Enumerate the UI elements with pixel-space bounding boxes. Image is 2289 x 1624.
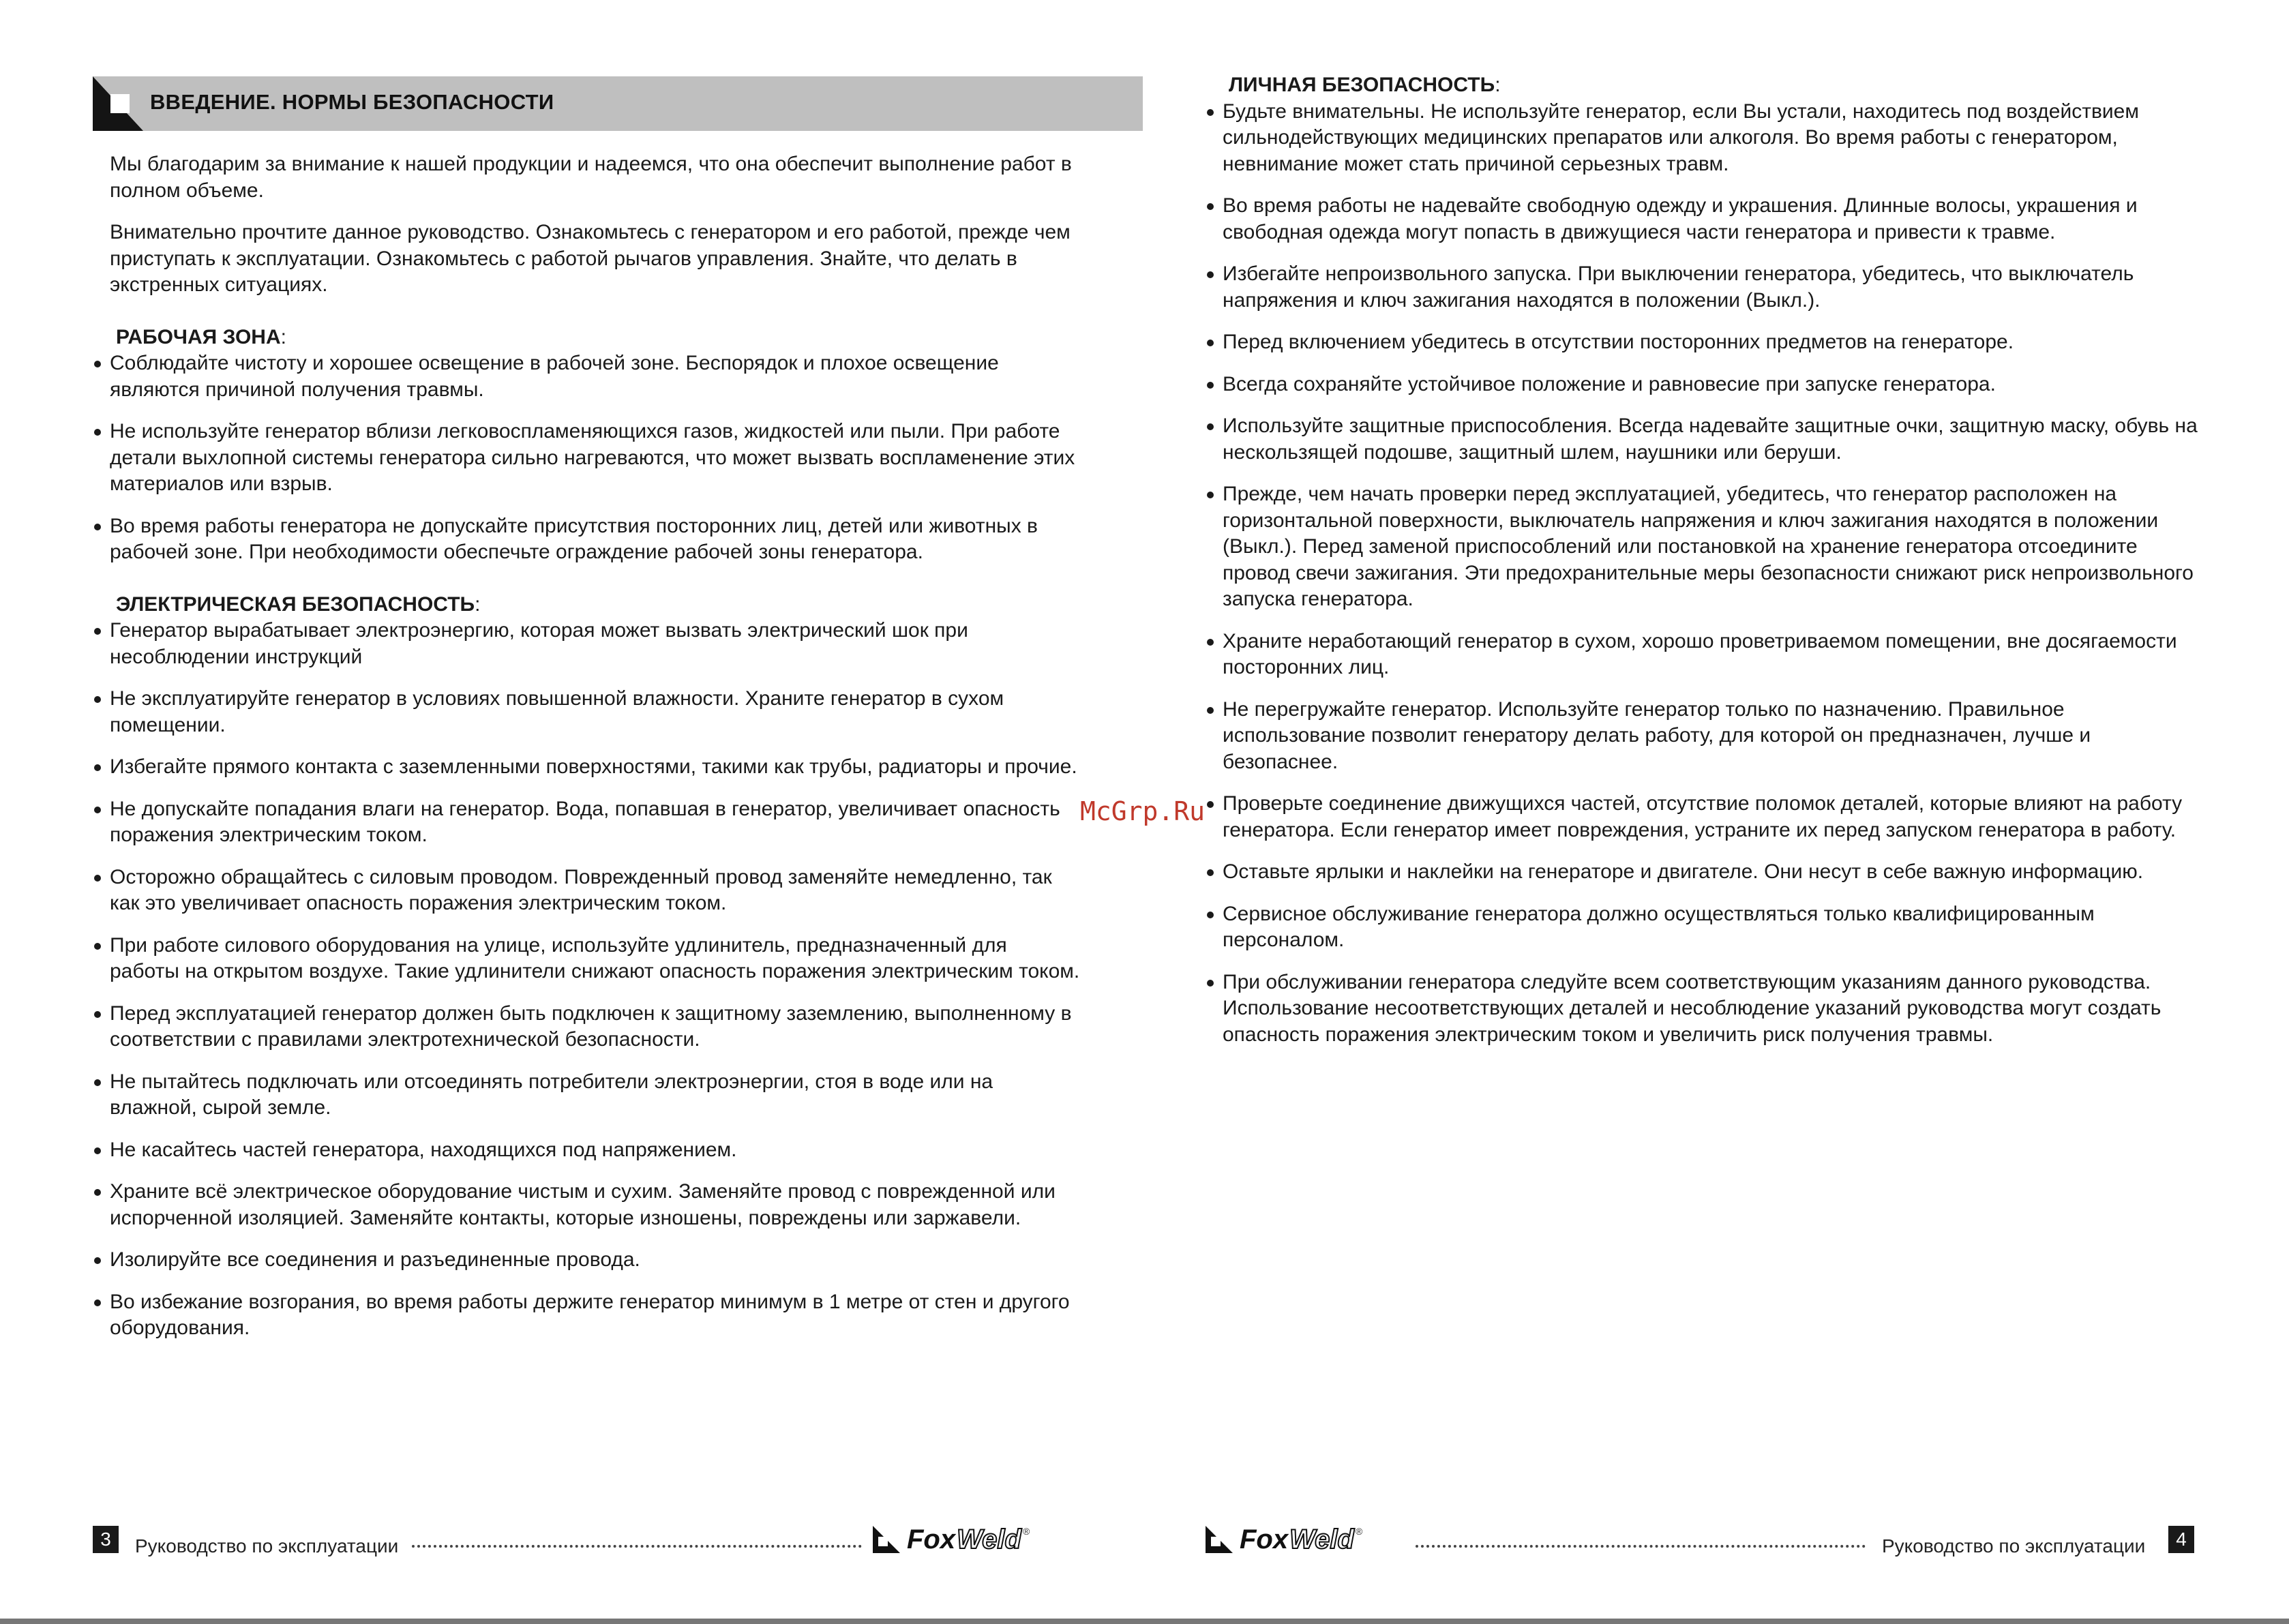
list-item: Не пытайтесь подключать или отсоединять потребители электроэнергии, стоя в воде или на влажной, сырой земле. xyxy=(93,1069,1081,1122)
list-item: Не перегружайте генератор. Используйте генератор только по назначению. Правильное использование позволит генератору делать работу, для которой он предназначен, лучше и безопаснее. xyxy=(1206,697,2201,776)
foxweld-logo-right xyxy=(1206,1524,1362,1554)
logo-fox-text: Fox xyxy=(907,1524,956,1554)
list-item: Не допускайте попадания влаги на генератор. Вода, попавшая в генератор, увеличивает опасность поражения электрическим током. xyxy=(93,796,1081,849)
list-item: Храните неработающий генератор в сухом, хорошо проветриваемом помещении, вне досягаемости посторонних лиц. xyxy=(1206,629,2201,681)
list-item: Осторожно обращайтесь с силовым проводом. Поврежденный провод заменяйте немедленно, так как это увеличивает опасность поражения электрическим током. xyxy=(93,864,1081,917)
list-item: Избегайте непроизвольного запуска. При выключении генератора, убедитесь, что выключатель напряжения и ключ зажигания находятся в положении (Выкл.). xyxy=(1206,261,2201,314)
list-item: Оставьте ярлыки и наклейки на генераторе и двигателе. Они несут в себе важную информацию. xyxy=(1206,859,2201,886)
intro-paragraph: Внимательно прочтите данное руководство. Ознакомьтесь с генератором и его работой, прежде чем приступать к эксплуатации. Ознакомьтесь с работой рычагов управления. Знайте, что делать в экстренных ситуациях. xyxy=(110,221,1071,296)
list-item: Используйте защитные приспособления. Всегда надевайте защитные очки, защитную маску, обувь на нескользящей подошве, защитный шлем, наушники или беруши. xyxy=(1206,413,2201,466)
watermark: McGrp.Ru xyxy=(1080,796,1206,826)
list-item: Перед включением убедитесь в отсутствии посторонних предметов на генераторе. xyxy=(1206,329,2201,356)
page-title: ВВЕДЕНИЕ. НОРМЫ БЕЗОПАСНОСТИ xyxy=(150,90,554,114)
logo-weld-text: Weld xyxy=(1289,1524,1354,1554)
list-item: Не касайтесь частей генератора, находящихся под напряжением. xyxy=(93,1137,1081,1164)
personal-list xyxy=(1206,99,2201,1049)
footer-manual-label-left: Руководство по эксплуатации xyxy=(135,1535,399,1557)
list-item: Будьте внимательны. Не используйте генератор, если Вы устали, находитесь под воздействием сильнодействующих медицинских препаратов или алкоголя. Во время работы с генератором, невнимание может стать причиной серьезных травм. xyxy=(1206,99,2201,178)
list-item: Генератор вырабатывает электроэнергию, которая может вызвать электрический шок при несоблюдении инструкций xyxy=(93,618,1081,670)
registered-mark: ® xyxy=(1355,1526,1363,1537)
list-item: Прежде, чем начать проверки перед эксплуатацией, убедитесь, что генератор расположен на горизонтальной поверхности, выключатель напряжения и ключ зажигания находятся в положении (Выкл.). Перед заменой приспособлений или постановкой на хранение генератора отсоедините провод свечи зажигания. Эти предохранительные меры безопасности снижают риск непроизвольного запуска генератора. xyxy=(1206,481,2201,613)
footer-dot-leader-left xyxy=(412,1542,862,1548)
footer-dot-leader-right xyxy=(1416,1542,1866,1548)
list-item: Во время работы не надевайте свободную одежду и украшения. Длинные волосы, украшения и свободная одежда могут попасть в движущиеся части генератора и привести к травме. xyxy=(1206,193,2201,245)
header-corner-square xyxy=(110,94,130,113)
list-item: Храните всё электрическое оборудование чистым и сухим. Заменяйте провод с поврежденной или испорченной изоляцией. Заменяйте контакты, которые изношены, повреждены или заржавели. xyxy=(93,1179,1081,1231)
logo-weld-text: Weld xyxy=(957,1524,1021,1554)
list-item: Не используйте генератор вблизи легковоспламеняющихся газов, жидкостей или пыли. При работе детали выхлопной системы генератора сильно нагреваются, что может вызвать воспламенение этих материалов или взрыв. xyxy=(93,419,1081,498)
list-item: Изолируйте все соединения и разъединенные провода. xyxy=(93,1247,1081,1274)
foxweld-logo-icon xyxy=(1206,1526,1233,1553)
list-item: Избегайте прямого контакта с заземленными поверхностями, такими как трубы, радиаторы и прочие. xyxy=(93,754,1081,781)
left-column xyxy=(93,151,1081,1357)
section-title-electrical: ЭЛЕКТРИЧЕСКАЯ БЕЗОПАСНОСТЬ: xyxy=(116,592,481,616)
bottom-edge-bar xyxy=(0,1619,2289,1624)
list-item: Перед эксплуатацией генератор должен быть подключен к защитному заземлению, выполненному в соответствии с правилами электротехнической безопасности. xyxy=(93,1001,1081,1053)
list-item: Не эксплуатируйте генератор в условиях повышенной влажности. Храните генератор в сухом помещении. xyxy=(93,686,1081,738)
list-item: Во избежание возгорания, во время работы держите генератор минимум в 1 метре от стен и другого оборудования. xyxy=(93,1289,1081,1342)
logo-fox-text: Fox xyxy=(1240,1524,1289,1554)
intro-paragraph: Мы благодарим за внимание к нашей продукции и надеемся, что она обеспечит выполнение работ в полном объеме. xyxy=(110,153,1072,202)
page-number-left: 3 xyxy=(93,1526,119,1553)
list-item: Сервисное обслуживание генератора должно осуществляться только квалифицированным персоналом. xyxy=(1206,901,2201,954)
list-item: Всегда сохраняйте устойчивое положение и равновесие при запуске генератора. xyxy=(1206,372,2201,398)
foxweld-logo-left xyxy=(873,1524,1030,1554)
electrical-list xyxy=(93,618,1081,1342)
list-item: Проверьте соединение движущихся частей, отсутствие поломок деталей, которые влияют на работу генератора. Если генератор имеет повреждения, устраните их перед запуском генератора в работу. xyxy=(1206,791,2201,843)
list-item: При обслуживании генератора следуйте всем соответствующим указаниям данного руководства. Использование несоответствующих деталей и несоблюдение указаний руководства могут создать опасность поражения электрическим током и увеличить риск получения травмы. xyxy=(1206,969,2201,1049)
work-zone-list xyxy=(93,350,1081,566)
foxweld-logo-icon xyxy=(873,1526,900,1553)
section-title-personal: ЛИЧНАЯ БЕЗОПАСНОСТЬ: xyxy=(1229,74,1501,96)
page-number-right: 4 xyxy=(2168,1526,2194,1553)
list-item: При работе силового оборудования на улице, используйте удлинитель, предназначенный для работы на открытом воздухе. Такие удлинители снижают опасность поражения электрическим током. xyxy=(93,933,1081,985)
registered-mark: ® xyxy=(1022,1526,1030,1537)
section-title-work-zone: РАБОЧАЯ ЗОНА: xyxy=(116,325,286,348)
list-item: Во время работы генератора не допускайте присутствия посторонних лиц, детей или животных в рабочей зоне. При необходимости обеспечьте ограждение рабочей зоны генератора. xyxy=(93,513,1081,566)
footer-manual-label-right: Руководство по эксплуатации xyxy=(1882,1535,2146,1557)
right-column xyxy=(1206,72,2201,1064)
list-item: Соблюдайте чистоту и хорошее освещение в рабочей зоне. Беспорядок и плохое освещение являются причиной получения травмы. xyxy=(93,350,1081,403)
